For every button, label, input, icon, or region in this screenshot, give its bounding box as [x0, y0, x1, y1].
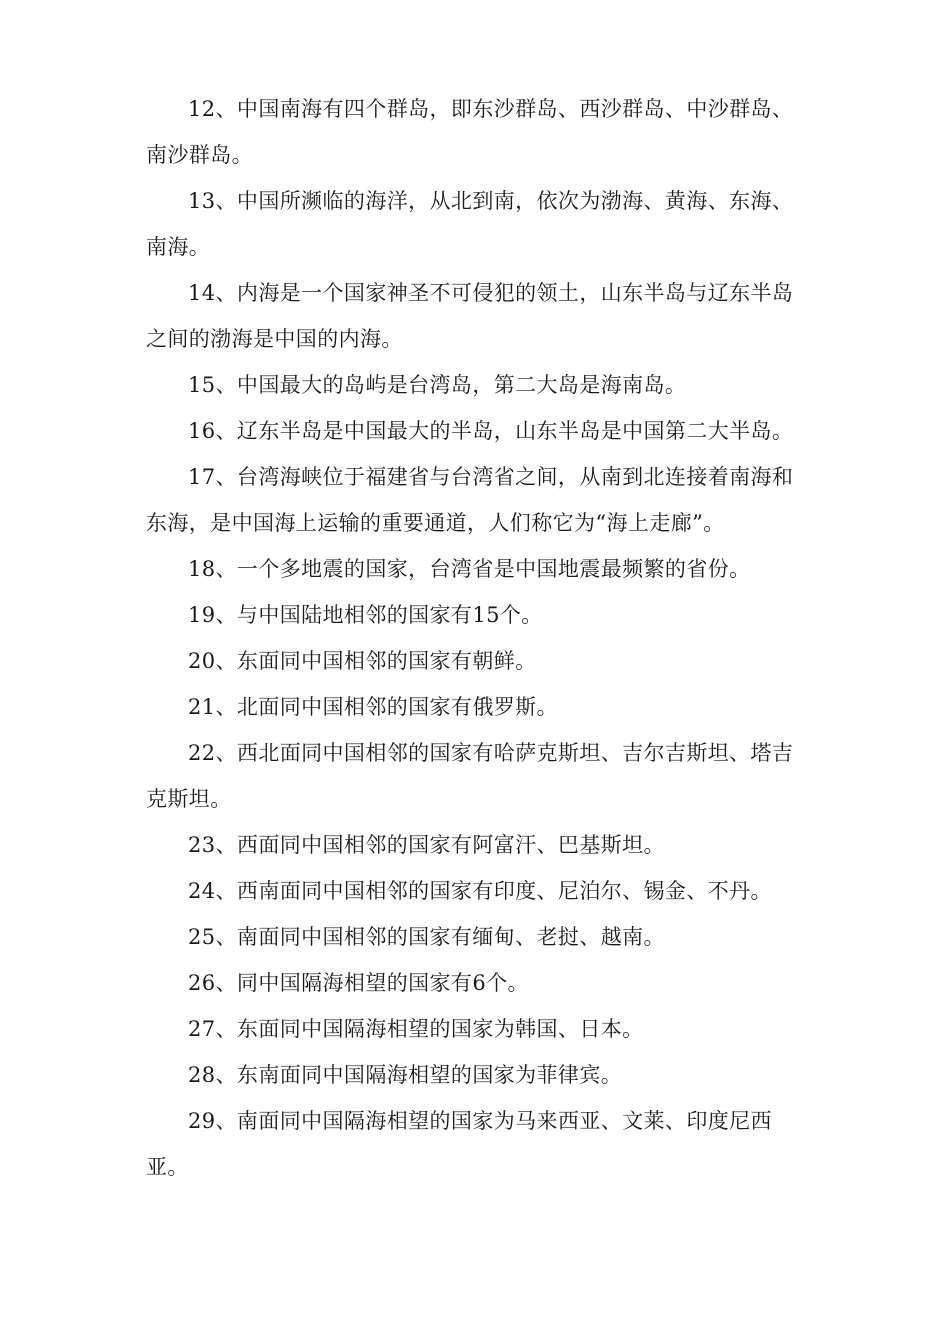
paragraph-15: 15、中国最大的岛屿是台湾岛，第二大岛是海南岛。 [188, 373, 687, 397]
paragraph-26: 26、同中国隔海相望的国家有6个。 [188, 971, 529, 995]
paragraph-23: 23、西面同中国相邻的国家有阿富汗、巴基斯坦。 [188, 833, 665, 857]
paragraph-25: 25、南面同中国相邻的国家有缅甸、老挝、越南。 [188, 925, 665, 949]
paragraph-12: 12、中国南海有四个群岛，即东沙群岛、西沙群岛、中沙群岛、南沙群岛。 [146, 97, 794, 167]
paragraph-27: 27、东面同中国隔海相望的国家为韩国、日本。 [188, 1017, 644, 1041]
paragraph-17: 17、台湾海峡位于福建省与台湾省之间，从南到北连接着南海和东海，是中国海上运输的重要通道，人们称它为“海上走廊”。 [146, 465, 794, 535]
document-page [146, 86, 802, 1190]
paragraph-28: 28、东南面同中国隔海相望的国家为菲律宾。 [188, 1063, 623, 1087]
paragraph-13: 13、中国所濒临的海洋，从北到南，依次为渤海、黄海、东海、南海。 [146, 189, 794, 259]
paragraph-24: 24、西南面同中国相邻的国家有印度、尼泊尔、锡金、不丹。 [188, 879, 772, 903]
paragraph-20: 20、东面同中国相邻的国家有朝鲜。 [188, 649, 537, 673]
paragraph-14: 14、内海是一个国家神圣不可侵犯的领土，山东半岛与辽东半岛之间的渤海是中国的内海。 [146, 281, 794, 351]
paragraph-29: 29、南面同中国隔海相望的国家为马来西亚、文莱、印度尼西亚。 [146, 1109, 772, 1179]
paragraph-18: 18、一个多地震的国家，台湾省是中国地震最频繁的省份。 [188, 557, 751, 581]
paragraph-16: 16、辽东半岛是中国最大的半岛，山东半岛是中国第二大半岛。 [188, 419, 794, 443]
paragraph-22: 22、西北面同中国相邻的国家有哈萨克斯坦、吉尔吉斯坦、塔吉克斯坦。 [146, 741, 794, 811]
paragraph-21: 21、北面同中国相邻的国家有俄罗斯。 [188, 695, 558, 719]
paragraph-19: 19、与中国陆地相邻的国家有15个。 [188, 603, 543, 627]
